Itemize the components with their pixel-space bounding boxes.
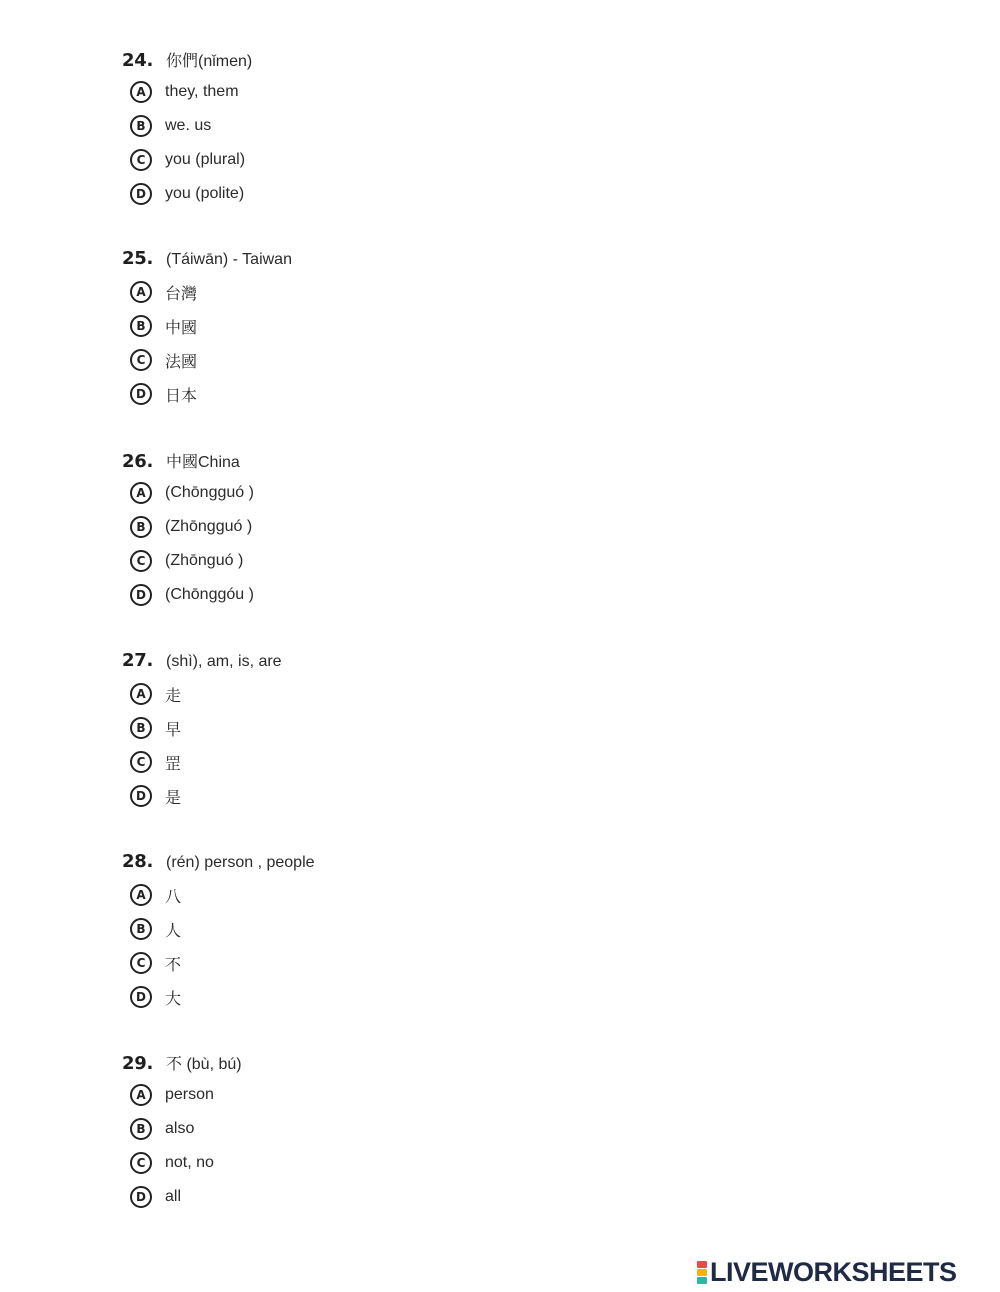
question-number: 24. [122,50,153,71]
question-number: 28. [122,851,153,872]
logo-text: LIVEWORKSHEETS [710,1256,957,1287]
option-b[interactable] [130,309,722,343]
option-bubble-d[interactable]: D [130,584,152,606]
option-d[interactable] [130,578,722,612]
question-28 [122,851,722,1014]
option-text: 大 [165,990,182,1008]
option-text: 法國 [165,353,198,371]
option-d[interactable] [130,377,722,411]
option-text: (Zhōngguó ) [165,518,253,535]
option-text: (Chōngguó ) [165,484,254,501]
option-d[interactable] [130,980,722,1014]
option-b[interactable] [130,912,722,946]
question-prompt: (Táiwān) - Taiwan [166,251,292,268]
question-number: 25. [122,248,153,269]
question-29 [122,1051,722,1214]
option-bubble-b[interactable]: B [130,717,152,739]
logo-mark-block [697,1269,707,1276]
option-bubble-b[interactable]: B [130,1118,152,1140]
option-a[interactable] [130,476,722,510]
option-a[interactable] [130,275,722,309]
option-text: you (polite) [165,185,245,202]
question-header [122,449,722,473]
option-bubble-d[interactable]: D [130,1186,152,1208]
option-text: not, no [165,1154,214,1171]
option-bubble-d[interactable]: D [130,785,152,807]
question-number: 27. [122,650,153,671]
option-bubble-c[interactable]: C [130,149,152,171]
option-d[interactable] [130,1180,722,1214]
option-bubble-b[interactable]: B [130,315,152,337]
option-bubble-c[interactable]: C [130,1152,152,1174]
liveworksheets-logo[interactable] [697,1257,957,1287]
option-bubble-d[interactable]: D [130,383,152,405]
option-a[interactable] [130,878,722,912]
option-bubble-c[interactable]: C [130,349,152,371]
option-text: 日本 [165,387,198,405]
option-text: you (plural) [165,151,246,168]
option-bubble-c[interactable]: C [130,751,152,773]
option-b[interactable] [130,711,722,745]
answer-options [122,1078,722,1214]
option-text: 是 [165,789,182,807]
option-bubble-b[interactable]: B [130,918,152,940]
option-bubble-a[interactable]: A [130,482,152,504]
option-text: (Chōnggóu ) [165,586,254,603]
option-text: 走 [165,687,182,705]
option-text: 人 [165,922,182,940]
question-25 [122,248,722,411]
option-text: 中國 [165,319,198,337]
option-text: 台灣 [165,285,198,303]
question-prompt: 不 (bù, bú) [166,1056,242,1073]
option-text: also [165,1120,195,1137]
option-c[interactable] [130,143,722,177]
option-bubble-b[interactable]: B [130,516,152,538]
question-header [122,1051,722,1075]
option-text: person [165,1086,214,1103]
option-text: 罡 [165,755,182,773]
option-bubble-a[interactable]: A [130,683,152,705]
question-prompt: (rén) person , people [166,854,315,871]
logo-mark-icon [697,1261,707,1284]
option-d[interactable] [130,177,722,211]
question-number: 26. [122,451,153,472]
answer-options [122,677,722,813]
logo-mark-block [697,1277,707,1284]
question-prompt: (shì), am, is, are [166,653,282,670]
question-header [122,851,722,875]
option-a[interactable] [130,677,722,711]
option-bubble-d[interactable]: D [130,183,152,205]
option-d[interactable] [130,779,722,813]
option-a[interactable] [130,75,722,109]
option-bubble-c[interactable]: C [130,550,152,572]
option-c[interactable] [130,343,722,377]
option-bubble-a[interactable]: A [130,81,152,103]
option-c[interactable] [130,1146,722,1180]
option-text: 不 [165,956,182,974]
option-text: we. us [165,117,212,134]
option-b[interactable] [130,1112,722,1146]
answer-options [122,476,722,612]
option-bubble-b[interactable]: B [130,115,152,137]
question-24 [122,48,722,211]
question-prompt: 中國China [166,454,240,471]
option-bubble-a[interactable]: A [130,1084,152,1106]
option-b[interactable] [130,510,722,544]
answer-options [122,878,722,1014]
option-text: all [165,1188,182,1205]
question-header [122,248,722,272]
option-text: 八 [165,888,182,906]
option-bubble-a[interactable]: A [130,884,152,906]
answer-options [122,75,722,211]
option-text: they, them [165,83,239,100]
option-c[interactable] [130,544,722,578]
option-bubble-c[interactable]: C [130,952,152,974]
option-c[interactable] [130,946,722,980]
logo-mark-block [697,1261,707,1268]
option-b[interactable] [130,109,722,143]
answer-options [122,275,722,411]
question-26 [122,449,722,612]
question-header [122,650,722,674]
option-bubble-a[interactable]: A [130,281,152,303]
question-27 [122,650,722,813]
question-header [122,48,722,72]
option-text: (Zhōnguó ) [165,552,244,569]
question-prompt: 你們(nǐmen) [166,53,253,70]
question-number: 29. [122,1053,153,1074]
option-c[interactable] [130,745,722,779]
option-bubble-d[interactable]: D [130,986,152,1008]
option-text: 早 [165,721,182,739]
option-a[interactable] [130,1078,722,1112]
